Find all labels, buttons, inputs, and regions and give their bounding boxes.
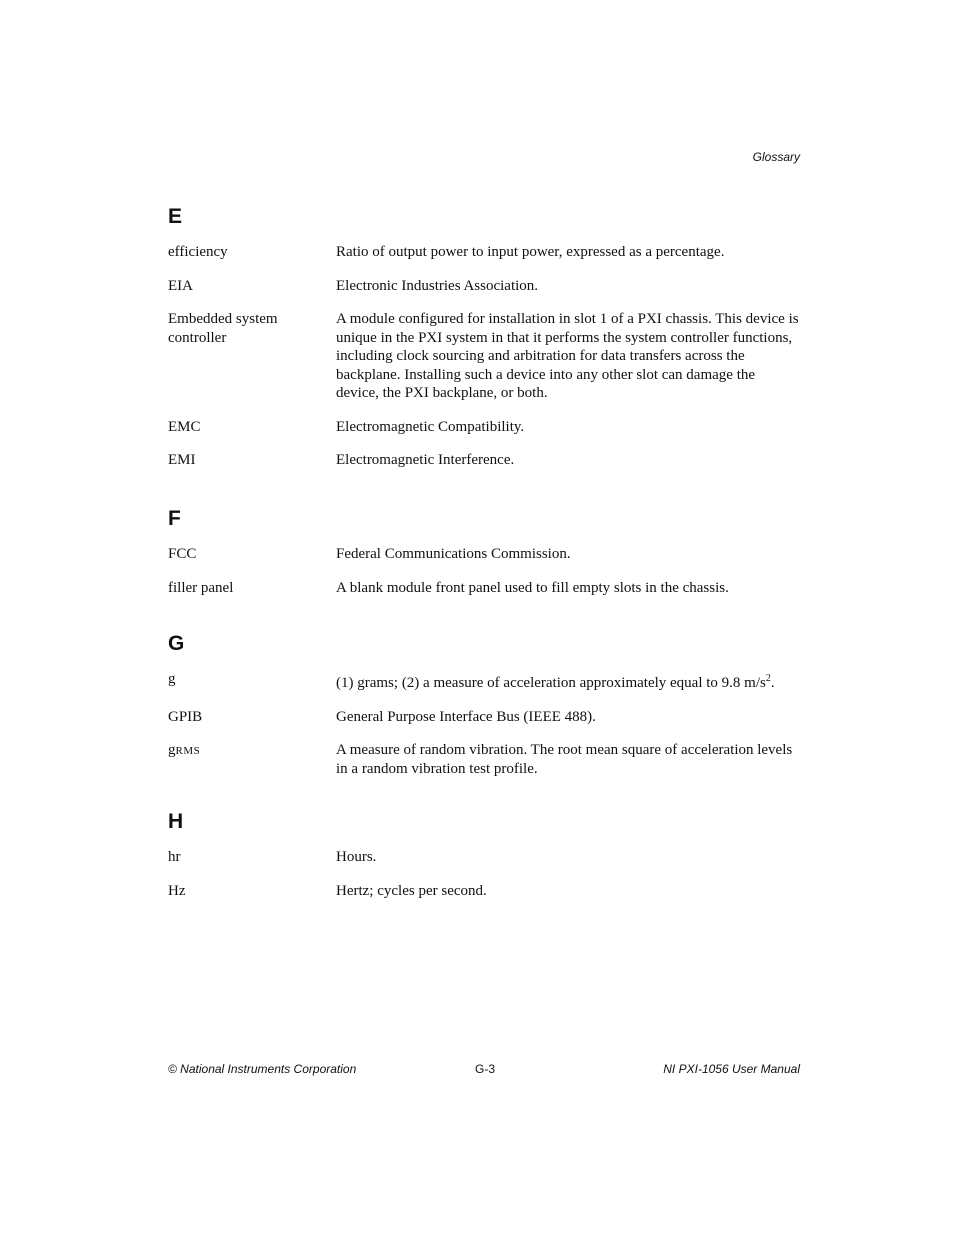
- glossary-term: FCC: [168, 546, 197, 562]
- glossary-section-e: [168, 205, 800, 485]
- glossary-term: Embedded system controller: [168, 311, 278, 346]
- glossary-entry: [168, 708, 800, 727]
- glossary-definition: Electromagnetic Interference.: [336, 452, 515, 468]
- glossary-term: EMI: [168, 452, 196, 468]
- glossary-entry: [168, 277, 800, 296]
- glossary-definition: Ratio of output power to input power, expressed as a percentage.: [336, 244, 725, 260]
- glossary-term: EIA: [168, 277, 193, 294]
- glossary-definition: Hours.: [336, 849, 377, 865]
- glossary-definition: Electromagnetic Compatibility.: [336, 418, 525, 435]
- section-letter: G: [168, 632, 185, 655]
- glossary-section-g: [168, 632, 800, 793]
- page-number: G-3: [475, 1062, 496, 1076]
- glossary-entry: [168, 741, 800, 778]
- section-letter: E: [168, 205, 183, 228]
- term-base: g: [168, 742, 176, 758]
- definition-text: (1) grams; (2) a measure of acceleration approximately equal to 9.8 m/s: [336, 675, 766, 691]
- glossary-definition: General Purpose Interface Bus (IEEE 488).: [336, 708, 596, 725]
- glossary-term: Hz: [168, 882, 186, 899]
- glossary-term: EMC: [168, 418, 201, 435]
- glossary-term: g: [168, 671, 176, 687]
- glossary-entry: [168, 418, 800, 437]
- glossary-entry: [168, 670, 800, 693]
- running-header: Glossary: [752, 150, 800, 164]
- glossary-entry: [168, 310, 800, 403]
- glossary-definition: A blank module front panel used to fill empty slots in the chassis.: [336, 579, 729, 596]
- glossary-entry: [168, 545, 800, 564]
- term-subscript: RMS: [175, 745, 201, 757]
- glossary-entry: [168, 243, 800, 262]
- footer-copyright: © National Instruments Corporation: [168, 1062, 357, 1076]
- glossary-definition: A module configured for installation in slot 1 of a PXI chassis. This device is unique in the PXI system in that it performs the system controller functions, including clock sourcing and arbitration for data transfers across the backplane. Installing such a device into any other slot can damage the device, the PXI backplane, or both.: [336, 311, 799, 401]
- glossary-definition: Hertz; cycles per second.: [336, 882, 487, 899]
- glossary-term: [168, 741, 336, 778]
- glossary-term: GPIB: [168, 708, 203, 725]
- footer-manual-title: NI PXI-1056 User Manual: [663, 1062, 800, 1076]
- section-letter: F: [168, 507, 181, 530]
- glossary-definition: Federal Communications Commission.: [336, 546, 571, 562]
- superscript: 2: [765, 673, 771, 684]
- glossary-term: efficiency: [168, 244, 228, 260]
- glossary-definition: A measure of random vibration. The root mean square of acceleration levels in a random vibration test profile.: [336, 742, 793, 777]
- glossary-term: filler panel: [168, 579, 234, 596]
- definition-punctuation: .: [770, 675, 775, 691]
- glossary-entry: [168, 579, 800, 598]
- glossary-term: hr: [168, 849, 181, 865]
- glossary-definition: Electronic Industries Association.: [336, 277, 539, 294]
- section-letter: H: [168, 810, 184, 833]
- glossary-entry: [168, 451, 800, 470]
- glossary-entry: [168, 882, 800, 901]
- glossary-section-h: [168, 810, 800, 915]
- glossary-definition: [336, 670, 800, 693]
- glossary-entry: [168, 848, 800, 867]
- glossary-section-f: [168, 507, 800, 612]
